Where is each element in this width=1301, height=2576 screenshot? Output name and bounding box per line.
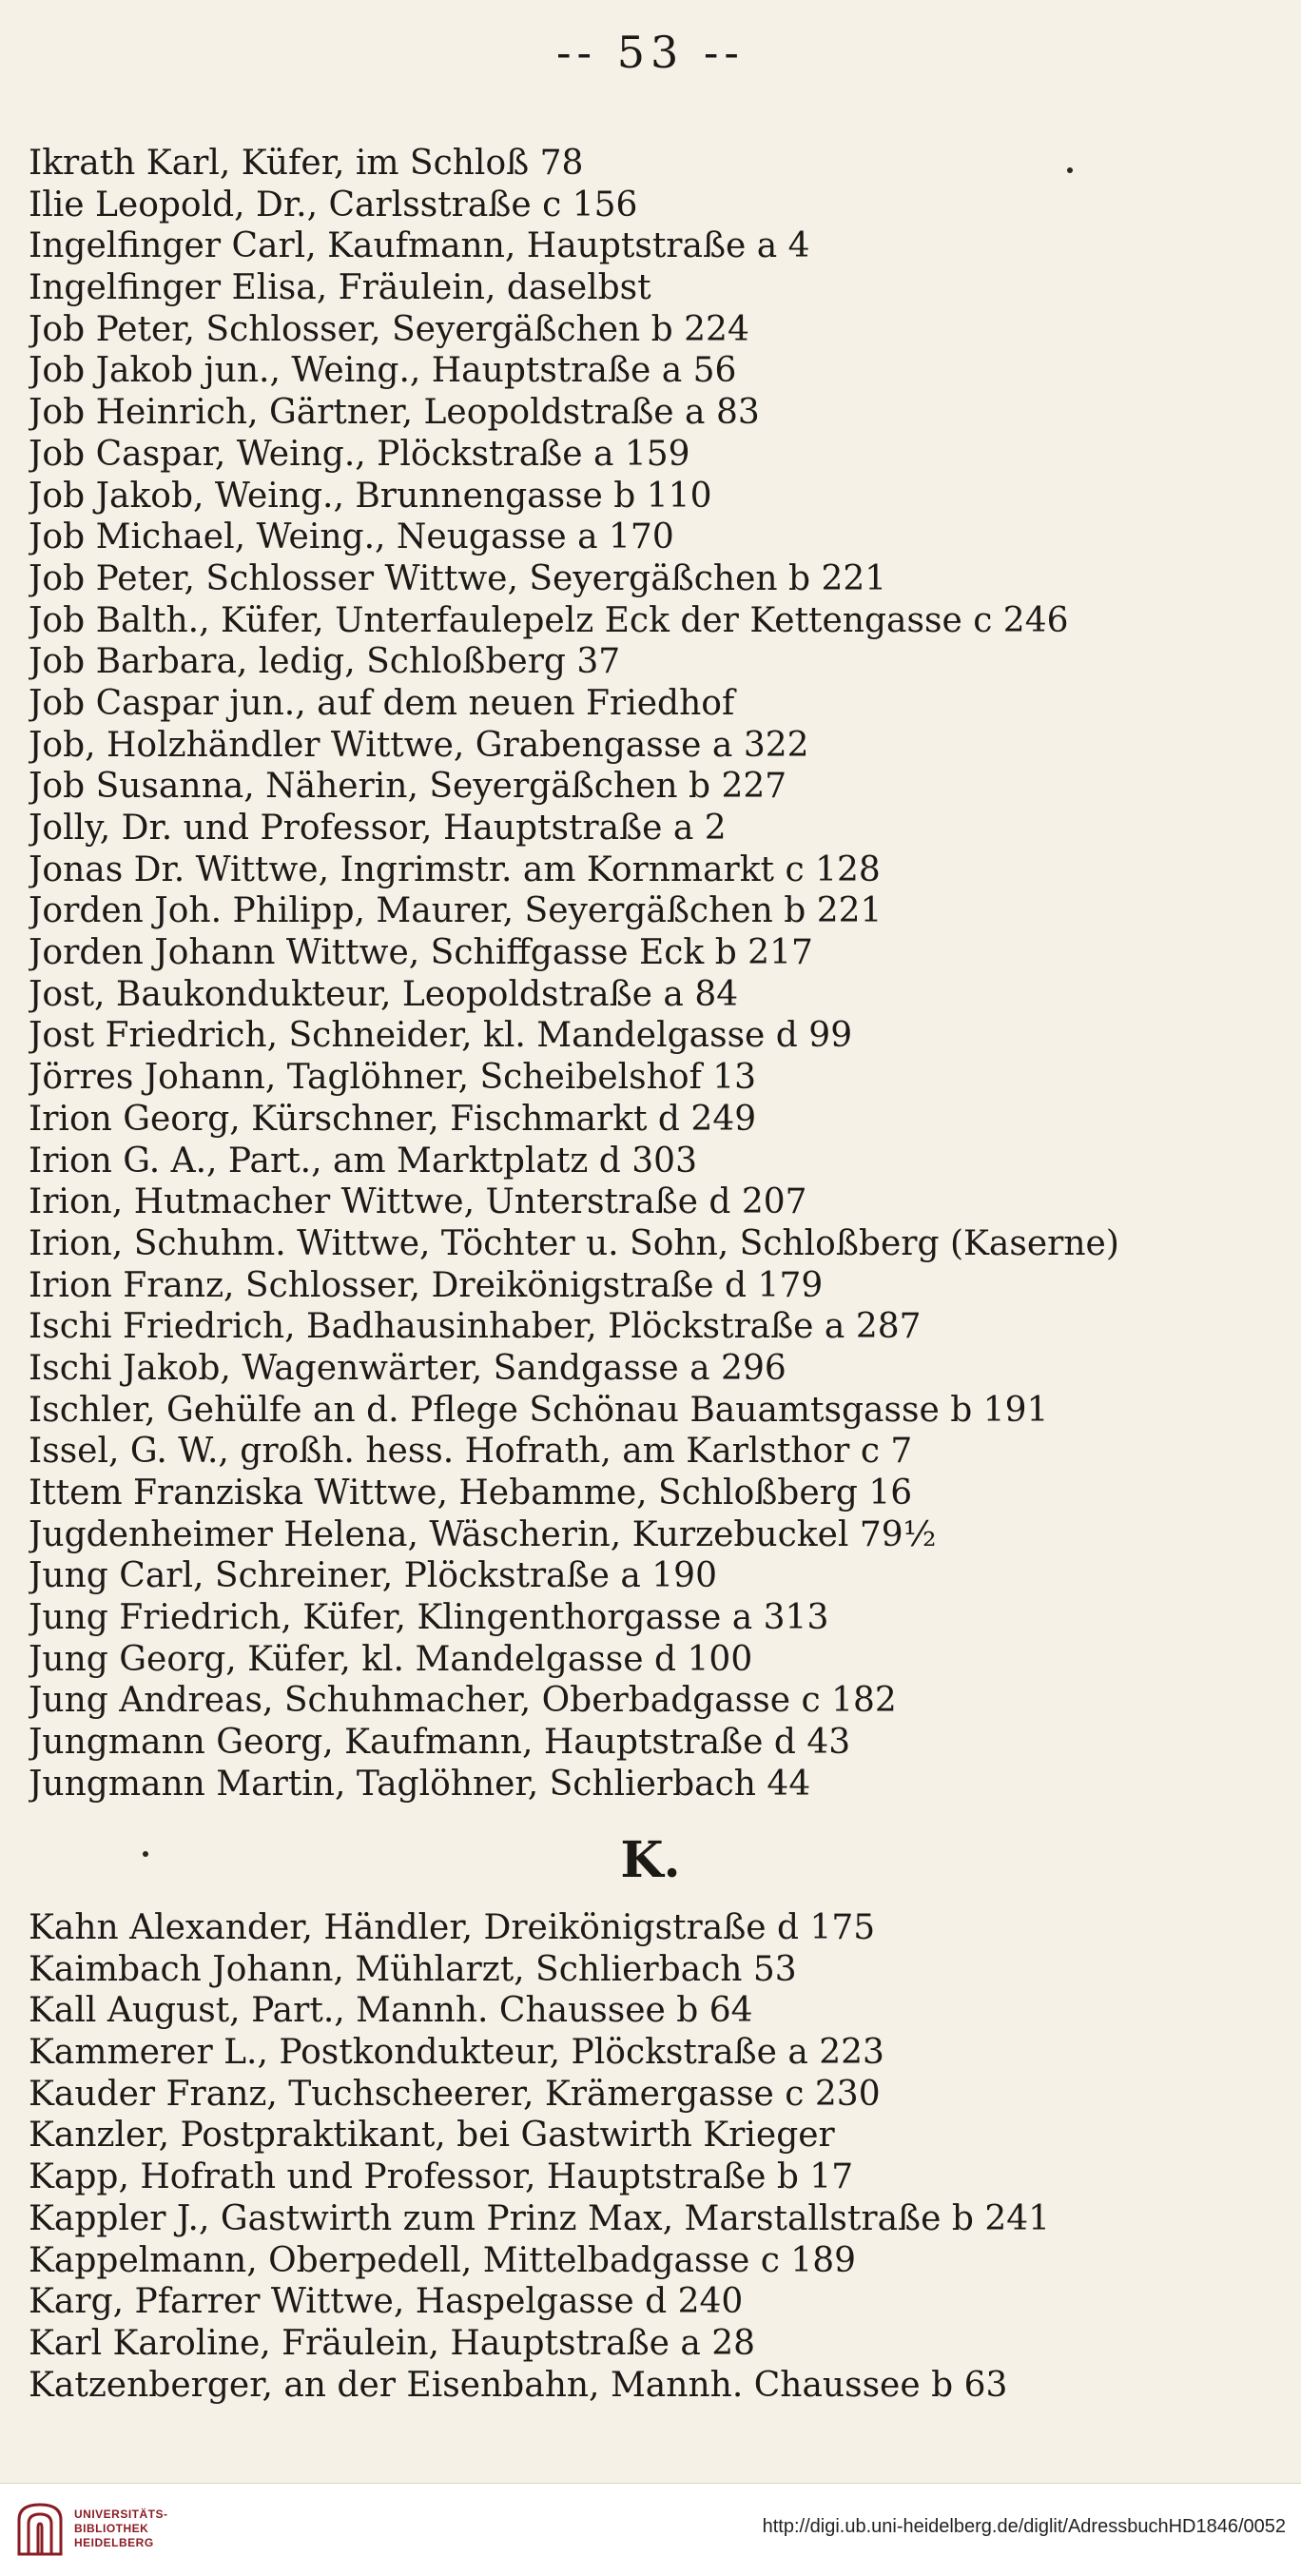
directory-entry: Ikrath Karl, Küfer, im Schloß 78 <box>29 144 584 183</box>
directory-entry: Job Peter, Schlosser Wittwe, Seyergäßchen b 221 <box>29 558 887 598</box>
directory-entry: Job Barbara, ledig, Schloßberg 37 <box>29 642 621 682</box>
directory-entry: Jorden Joh. Philipp, Maurer, Seyergäßchen b 221 <box>29 891 883 931</box>
directory-entry: Jonas Dr. Wittwe, Ingrimstr. am Kornmarkt c 128 <box>29 849 881 889</box>
logo-line-1: UNIVERSITÄTS- <box>74 2507 168 2521</box>
directory-entry: Kanzler, Postpraktikant, bei Gastwirth Krieger <box>29 2116 835 2156</box>
section-heading-k: K. <box>620 1831 681 1889</box>
directory-entry: Jolly, Dr. und Professor, Hauptstraße a 2 <box>29 809 727 848</box>
directory-entry: Kapp, Hofrath und Professor, Hauptstraße b 17 <box>29 2157 854 2197</box>
page-number: -- 53 -- <box>556 27 745 78</box>
library-logo-text <box>74 2508 168 2550</box>
directory-entry: Irion Georg, Kürschner, Fischmarkt d 249 <box>29 1099 757 1139</box>
directory-entry: Ilie Leopold, Dr., Carlsstraße c 156 <box>29 185 638 224</box>
directory-entry: Job Heinrich, Gärtner, Leopoldstraße a 83 <box>29 393 760 433</box>
directory-entry: Issel, G. W., großh. hess. Hofrath, am Karlsthor c 7 <box>29 1432 913 1472</box>
entries-list-i <box>29 143 1284 1805</box>
directory-entry: Jugdenheimer Helena, Wäscherin, Kurzebuckel 79½ <box>29 1514 937 1554</box>
directory-entry: Ingelfinger Elisa, Fräulein, daselbst <box>29 268 651 308</box>
directory-entry: Job, Holzhändler Wittwe, Grabengasse a 322 <box>29 725 809 765</box>
directory-entry: Ischi Jakob, Wagenwärter, Sandgasse a 296 <box>29 1348 786 1388</box>
directory-entry: Irion, Schuhm. Wittwe, Töchter u. Sohn, Schloßberg (Kaserne) <box>29 1223 1119 1263</box>
directory-entry: Irion, Hutmacher Wittwe, Unterstraße d 207 <box>29 1182 807 1222</box>
directory-entry: Jung Carl, Schreiner, Plöckstraße a 190 <box>29 1556 717 1596</box>
directory-entry: Job Jakob jun., Weing., Hauptstraße a 56 <box>29 351 737 391</box>
logo-line-2: BIBLIOTHEK <box>74 2521 149 2535</box>
logo-line-3: HEIDELBERG <box>74 2535 154 2549</box>
directory-entry: Karl Karoline, Fräulein, Hauptstraße a 28 <box>29 2323 756 2363</box>
directory-entry: Jost Friedrich, Schneider, kl. Mandelgasse d 99 <box>29 1016 853 1056</box>
directory-entry: Job Susanna, Näherin, Seyergäßchen b 227 <box>29 767 787 807</box>
directory-entry: Kammerer L., Postkondukteur, Plöckstraße a 223 <box>29 2033 884 2073</box>
footer-bar <box>0 2483 1301 2576</box>
directory-entry: Kaimbach Johann, Mühlarzt, Schlierbach 53 <box>29 1949 797 1989</box>
directory-entry: Job Balth., Küfer, Unterfaulepelz Eck der Kettengasse c 246 <box>29 600 1069 640</box>
directory-entry: Jung Georg, Küfer, kl. Mandelgasse d 100 <box>29 1639 753 1679</box>
directory-entry: Karg, Pfarrer Wittwe, Haspelgasse d 240 <box>29 2282 744 2322</box>
directory-entry: Job Caspar jun., auf dem neuen Friedhof <box>29 683 735 723</box>
library-logo[interactable] <box>15 2499 168 2558</box>
directory-entry: Kauder Franz, Tuchscheerer, Krämergasse c 230 <box>29 2074 881 2114</box>
directory-entry: Kappler J., Gastwirth zum Prinz Max, Marstallstraße b 241 <box>29 2198 1051 2238</box>
entries-list-k <box>29 1907 1284 2406</box>
directory-entry: Ischler, Gehülfe an d. Pflege Schönau Bauamtsgasse b 191 <box>29 1390 1049 1430</box>
directory-entry: Jungmann Georg, Kaufmann, Hauptstraße d 43 <box>29 1723 851 1763</box>
directory-entry: Jost, Baukondukteur, Leopoldstraße a 84 <box>29 974 739 1014</box>
directory-entry: Ischi Friedrich, Badhausinhaber, Plöckstraße a 287 <box>29 1307 922 1347</box>
directory-entry: Job Peter, Schlosser, Seyergäßchen b 224 <box>29 309 749 349</box>
directory-entry: Kappelmann, Oberpedell, Mittelbadgasse c 189 <box>29 2240 857 2280</box>
directory-entry: Ingelfinger Carl, Kaufmann, Hauptstraße a 4 <box>29 226 810 266</box>
directory-entry: Kahn Alexander, Händler, Dreikönigstraße d 175 <box>29 1908 876 1947</box>
directory-entry: Jorden Johann Wittwe, Schiffgasse Eck b 217 <box>29 933 813 973</box>
directory-entry: Job Caspar, Weing., Plöckstraße a 159 <box>29 434 690 474</box>
library-logo-icon <box>15 2499 65 2558</box>
directory-entry: Katzenberger, an der Eisenbahn, Mannh. Chaussee b 63 <box>29 2365 1008 2405</box>
directory-entry: Irion G. A., Part., am Marktplatz d 303 <box>29 1141 697 1181</box>
directory-entry: Jung Friedrich, Küfer, Klingenthorgasse a 313 <box>29 1598 829 1638</box>
directory-entry: Job Jakob, Weing., Brunnengasse b 110 <box>29 476 712 516</box>
directory-entry: Jung Andreas, Schuhmacher, Oberbadgasse c 182 <box>29 1681 897 1721</box>
source-url-link[interactable]: http://digi.ub.uni-heidelberg.de/diglit/AdressbuchHD1846/0052 <box>762 2516 1286 2537</box>
directory-entry: Ittem Franziska Wittwe, Hebamme, Schloßberg 16 <box>29 1473 913 1512</box>
directory-entry: Irion Franz, Schlosser, Dreikönigstraße d 179 <box>29 1265 824 1305</box>
directory-entry: Jungmann Martin, Taglöhner, Schlierbach 44 <box>29 1764 811 1804</box>
directory-entry: Kall August, Part., Mannh. Chaussee b 64 <box>29 1991 753 2031</box>
directory-entry: Job Michael, Weing., Neugasse a 170 <box>29 517 674 557</box>
directory-entry: Jörres Johann, Taglöhner, Scheibelshof 13 <box>29 1058 757 1098</box>
